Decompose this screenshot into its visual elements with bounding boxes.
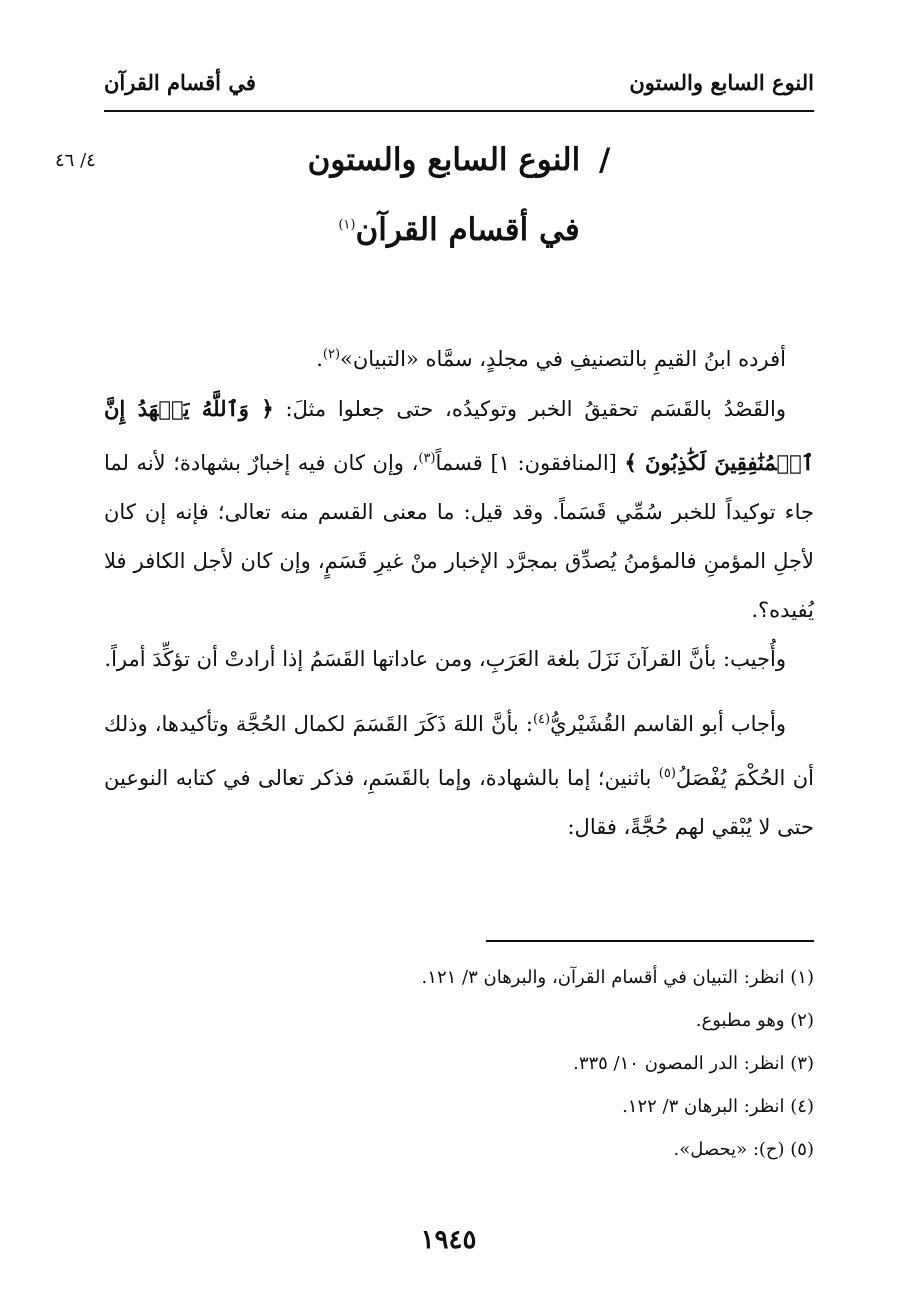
paragraph bbox=[104, 635, 814, 684]
paragraph bbox=[104, 384, 814, 635]
footnotes bbox=[104, 956, 814, 1171]
footnote: (١) انظر: التبيان في أقسام القرآن، والبرهان ٣/ ١٢١. bbox=[421, 967, 814, 988]
running-header bbox=[104, 70, 814, 112]
title-line-2: في أقسام القرآن bbox=[355, 212, 580, 248]
margin-reference: ٤/ ٤٦ bbox=[55, 150, 96, 171]
footnote-marker: (٥) bbox=[658, 766, 676, 781]
footnote-marker: (١) bbox=[338, 217, 356, 233]
paragraph-text: وأُجيب: بأنَّ القرآنَ نَزَلَ بلغة العَرَبِ، ومن عاداتها القَسَمُ إذا أرادتْ أن تؤكِّدَ أمراً. bbox=[104, 647, 786, 671]
header-chapter-title: النوع السابع والستون bbox=[629, 70, 814, 95]
paragraph-text: ، وإن كان فيه إخبارٌ بشهادة؛ لأنه لما جاء توكيداً للخبر سُمِّي قَسَماً. وقد قيل: ما معنى القسم منه تعالى؛ فإنه إن كان لأجلِ المؤمنِ فالمؤمنُ يُصدِّق بمجرَّد الإخبار منْ غيرِ قَسَمٍ، وإن كان لأجل الكافر فلا يُفيده؟. bbox=[104, 451, 814, 622]
paragraph-text: أفرده ابنُ القيمِ بالتصنيفِ في مجلدٍ، سمَّاه «التبيان» bbox=[340, 347, 786, 371]
body-text bbox=[104, 330, 814, 863]
footnote-marker: (٢) bbox=[322, 347, 341, 362]
footnote: (٢) وهو مطبوع. bbox=[695, 1010, 814, 1031]
footnote: (٣) انظر: الدر المصون ١٠/ ٣٣٥. bbox=[573, 1053, 814, 1074]
chapter-title bbox=[104, 142, 814, 178]
paragraph-text: قسماً bbox=[435, 451, 483, 475]
paragraph bbox=[104, 695, 814, 852]
footnote-marker: (٤) bbox=[532, 712, 551, 727]
page-number: ١٩٤٥ bbox=[420, 1225, 477, 1255]
verse-reference: [المنافقون: ١] bbox=[490, 451, 617, 475]
paragraph-text: : بأنَّ اللهَ ذَكَرَ القَسَمَ لكمال الحُجَّة وتأكيدها، وذلك أن الحُكْمَ يُفْصَلُ bbox=[104, 712, 814, 790]
paragraph-text: باثنين؛ إما بالشهادة، وإما بالقَسَمِ، فذكر تعالى في كتابه النوعين حتى لا يُبْقي لهم حُجَّةً، فقال: bbox=[104, 766, 814, 839]
title-line-1: النوع السابع والستون bbox=[307, 142, 581, 178]
footnote: (٤) انظر: البرهان ٣/ ١٢٢. bbox=[622, 1096, 814, 1117]
paragraph bbox=[104, 330, 814, 384]
chapter-subtitle bbox=[104, 212, 814, 248]
paragraph-text: . bbox=[316, 347, 323, 371]
title-slash: / bbox=[599, 142, 611, 178]
header-section-title: في أقسام القرآن bbox=[104, 70, 256, 95]
footnote: (٥) (ح): «يحصل». bbox=[673, 1139, 814, 1160]
quran-verse: ﴿ وَٱللَّهُ يَشۡهَدُ إِنَّ ٱلۡمُنَٰفِقِينَ لَكَٰذِبُونَ ﴾ bbox=[104, 396, 814, 475]
paragraph-text: وأجاب أبو القاسم القُشَيْريُّ bbox=[550, 712, 786, 736]
paragraph-text: والقَصْدُ بالقَسَم تحقيقُ الخبر وتوكيدُه، حتى جعلوا مثلَ: bbox=[285, 397, 786, 421]
footnote-marker: (٣) bbox=[418, 451, 436, 466]
footnote-divider bbox=[486, 940, 814, 942]
